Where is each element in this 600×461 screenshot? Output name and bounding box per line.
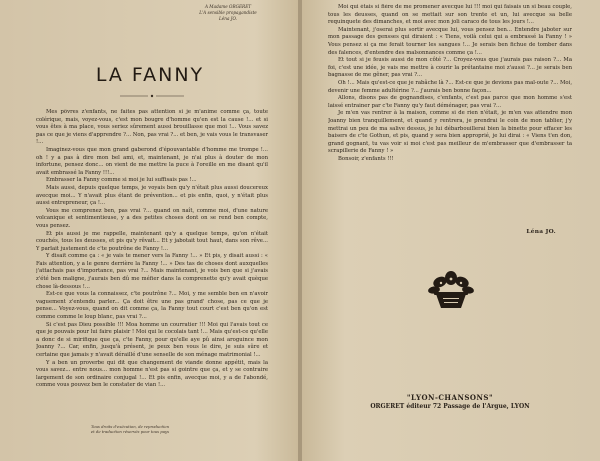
page-title: LA FANNY bbox=[95, 64, 205, 86]
paragraph: Si c'est pas Dieu possible !!! Moa homme un courratier !!! Moi qui l'avais tout ce que je pouvais pour lui faire plaisir ! Moi qui le cocolais tant !... Mais qu'est-ce qu'elle a donc de si mirifique que ça, c'te Fanny, pour qu'elle aye pû ainsi aroguince mon Joanny ?... Car, enfin, jusqu'à présent, je peux ben vous le dire, je suis sûre et certaine que jamais y n'avait déraillé d'une senselle de son ménage matrimonial !... bbox=[36, 321, 268, 358]
paragraph: Mes pôvres z'enfants, ne faites pas attention si je m'anime comme ça, toute colérique, mais, voyez-vous, c'est mon bougre d'homme qu'en est la cause !... et si vous êtes à ma place, vous seriez sûrement aussi brouillasse que moi !... Vous savez pas ce que je viens d'apprendre ?... Non, pas vrai ?... et ben, je vais vous le transvaser !... bbox=[36, 109, 268, 146]
title-rule-ornament bbox=[120, 94, 184, 98]
paragraph: Moi qui étais si fière de me promener avecque lui !!! moi qui faisais un si beau couple, tous les deusses, quand on se mettait sur son trente et un, lui avecque sa belle requinquete des dimanches, et moi avec mon joli caraco de tous les jours !... bbox=[328, 4, 572, 26]
publisher-block bbox=[300, 393, 600, 411]
paragraph: Allons, disons pas de gognandises, c'enfants, c'est pas parce que mon homme s'est laissé entrainer par c'te Fanny qu'y faut déménager, pas vrai ?... bbox=[328, 95, 572, 109]
paragraph: Et tout si je feusis aussi de mon côté ?... Croyez-vous que j'aurais pas raison ?... Ma foi, c'est une idée, je vais me mettre à courir la prétantaine moi z'aussi ?... je serais ben bagnasse de me gêner, pas vrai ?... bbox=[328, 57, 572, 79]
series-name: "LYON-CHANSONS" bbox=[406, 393, 494, 402]
body-text bbox=[36, 109, 268, 415]
dedication-line: A Madame ORGERET bbox=[204, 4, 252, 9]
right-page bbox=[300, 0, 600, 461]
book-gutter bbox=[298, 0, 302, 461]
paragraph: Imaginez-vous que mon grand gaberond d'épouvantable d'homme me trompe !... oh ! y a pas à dire mon bel ami, et, maintenant, je n'ai plus à douter de mon infortune, pensez donc... on vient de me mettre la puce à l'oreille en me disant qu'il avait embrassé la Fanny !!!... bbox=[36, 146, 268, 176]
paragraph: Vous me comprenez ben, pas vrai ?... quand on naît, comme moi, d'une nature volcanique et sentimentieuse, y a des petites choses dont on se rend ben compte, vous pensez. bbox=[36, 207, 268, 229]
publisher-address: ORGERET éditeur 72 Passage de l'Argue, LYON bbox=[370, 403, 530, 410]
paragraph: Bonsoir, z'enfants !!! bbox=[338, 155, 394, 162]
dedication-line: L'A sensible propagandiste bbox=[199, 10, 257, 15]
paragraph: Y a ben un proverbe qui dit que changement de viande donne appétit, mais la vous savez... entre nous... mon homme n'est pas si gointre que ça, et y se contraire largement de son ordinaire conjugal !... Et pis enfin, avecque moi, y a de l'abondé, comme vous pouvez ben le constater de vian !... bbox=[36, 359, 268, 389]
paragraph: Je m'en vas rentrer à la maison, comme si de rien n'était, je m'en vas attendre mon Joanny bien tranquillement, et quand y rentrera, je prendrai le coin de mon tablier, j'y mettrai un peu de ma salive dessus, je lui débarbouillerai bien la binette pour effacer les baisers de c'te Gothun, et pis, quand y sera bien approprié, je lui dirai : « Viens t'en don, grand gognant, tu vas voir si moi c'est pas meilleur de m'embrasser que d'embrasser ta scrapillerie de Fanny ! » bbox=[328, 110, 572, 155]
paragraph: Embrasser la Fanny comme si moi je lui suffisais pas !... bbox=[46, 177, 197, 184]
dedication-line: Léna JO. bbox=[219, 16, 237, 21]
paragraph: Maintenant, j'oserai plus sortir avecque lui, vous pensez ben... Entendre jaboter sur mon passage des gensses qui diraient : « Tiens, voilà celui qui a embrassé la Fanny ! » Vous pensez si ça me ferait tourner les sangues !... Je serais ben fichue de tomber dans des falences, d'entendre des malsonnances comme ça !... bbox=[328, 26, 572, 56]
body-text bbox=[328, 4, 572, 224]
flower-basket-icon bbox=[426, 268, 476, 310]
paragraph: Mais aussi, depuis quelque temps, je voyais ben qu'y n'était plus aussi doucereux avecque moi... Y n'avait plus étant de prévention... et pis enfin, quoi, y n'était plus aussi entrepreneur, ça !... bbox=[36, 184, 268, 207]
paragraph: Oh !... Mais qu'est-ce que je rabâche là ?... Est-ce que je devions pas mal-oute ?... Moi, devenir une femme adultérine ?... j'aurais ben bonne façon... bbox=[328, 79, 572, 94]
footnote-line: et de traduction réservés pour tous pays bbox=[90, 429, 170, 434]
footnote-line: Tous droits d'exécution, de reproduction bbox=[90, 424, 170, 429]
author-signature: Léna JO. bbox=[526, 229, 556, 235]
paragraph: Est-ce que vous la connaissez, c'te poutrône ?... Moi, y me semble ben en n'avoir vaguement z'entendu parler... Ça doit être une pas grand' chose, pas ce que je pense... Voyez-vous, quand on dit comme ça, la Fanny tout court c'est ben qu'on est comme comme le loup blanc, pas vrai ?... bbox=[36, 291, 268, 321]
paragraph: Et pis aussi je me rappelle, maintenant qu'y a quelque temps, qu'on n'était couchés, tous les deusses, et pis qu'y rêvait... Et y jabotait tout haut, dans son rêve... Y parlait justement de c'te poutrône de Fanny !... bbox=[36, 230, 268, 252]
dedication bbox=[168, 4, 288, 22]
rights-footnote bbox=[60, 424, 200, 434]
paragraph: Y disait comme ça : « je vais te mener vers la Fanny !... » Et pis, y disait aussi : « Fais attention, y a le genre derrière la Fanny !... » Des tas de choses dont auxquelles j'attachais pas d'importance, pas vrai ?... Mais maintenant, je vois ben que si j'avais z'été ben maligne, j'aurais ben dû me méfier dans la comprenette qu'y avait quèque chose là-dessous !... bbox=[36, 253, 268, 290]
